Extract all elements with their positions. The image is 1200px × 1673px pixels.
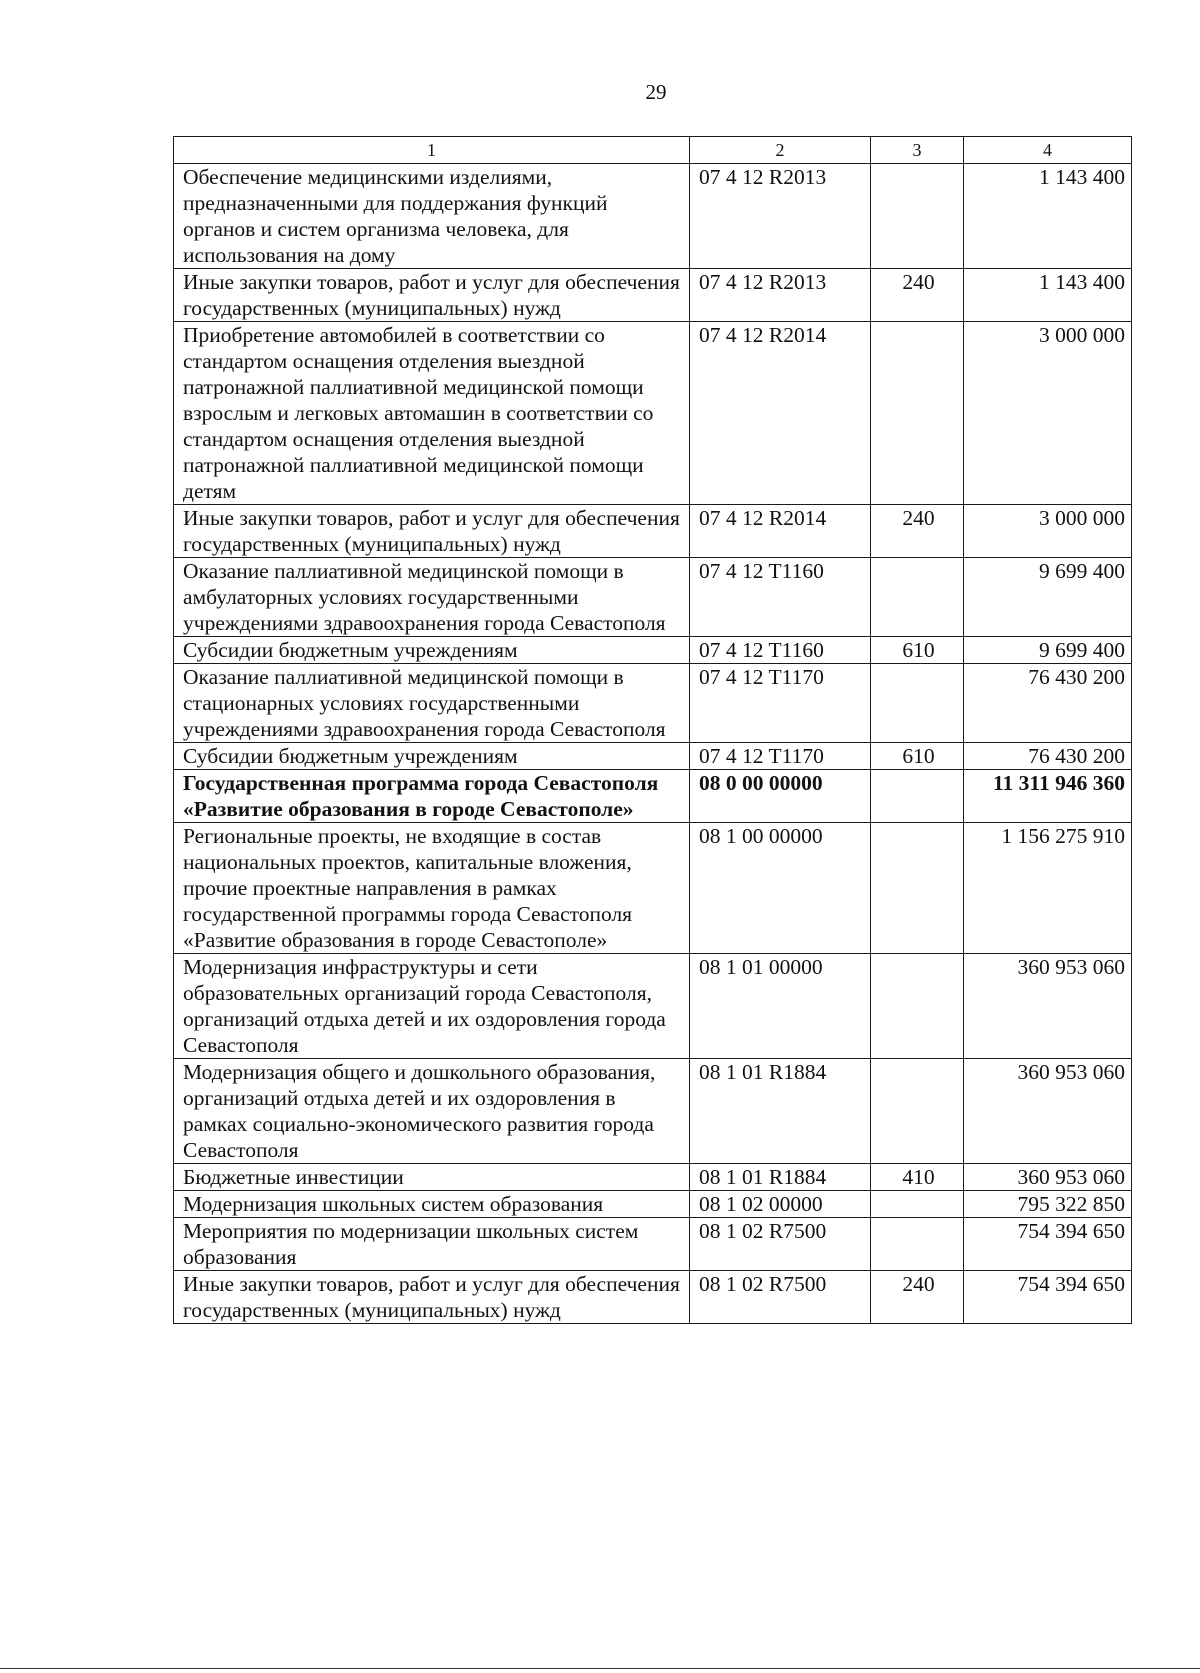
budget-table bbox=[173, 136, 1132, 1324]
header-cell-amount: 4 bbox=[964, 137, 1132, 164]
table-row bbox=[174, 1164, 1132, 1191]
cell-name: Мероприятия по модернизации школьных систем образования bbox=[174, 1218, 690, 1271]
cell-code: 07 4 12 T1160 bbox=[690, 637, 871, 664]
cell-amount: 76 430 200 bbox=[964, 664, 1132, 743]
cell-kvr bbox=[871, 164, 964, 269]
cell-name: Региональные проекты, не входящие в состав национальных проектов, капитальные вложения, прочие проектные направления в рамках государственной программы города Севастополя «Развитие образования в городе Севастополе» bbox=[174, 823, 690, 954]
cell-name: Государственная программа города Севастополя «Развитие образования в городе Севастополе» bbox=[174, 770, 690, 823]
header-cell-code: 2 bbox=[690, 137, 871, 164]
cell-amount: 3 000 000 bbox=[964, 505, 1132, 558]
cell-name: Модернизация инфраструктуры и сети образовательных организаций города Севастополя, организаций отдыха детей и их оздоровления города Севастополя bbox=[174, 954, 690, 1059]
cell-amount: 11 311 946 360 bbox=[964, 770, 1132, 823]
table-row bbox=[174, 1191, 1132, 1218]
cell-code: 07 4 12 T1170 bbox=[690, 743, 871, 770]
cell-kvr: 410 bbox=[871, 1164, 964, 1191]
cell-name: Приобретение автомобилей в соответствии со стандартом оснащения отделения выездной патронажной паллиативной медицинской помощи взрослым и легковых автомашин в соответствии со стандартом оснащения отделения выездной патронажной паллиативной медицинской помощи детям bbox=[174, 322, 690, 505]
table-row bbox=[174, 1059, 1132, 1164]
cell-amount: 754 394 650 bbox=[964, 1271, 1132, 1324]
cell-amount: 1 143 400 bbox=[964, 269, 1132, 322]
cell-name: Оказание паллиативной медицинской помощи в стационарных условиях государственными учреждениями здравоохранения города Севастополя bbox=[174, 664, 690, 743]
cell-code: 07 4 12 R2014 bbox=[690, 505, 871, 558]
table-row bbox=[174, 164, 1132, 269]
cell-kvr bbox=[871, 664, 964, 743]
cell-name: Модернизация общего и дошкольного образования, организаций отдыха детей и их оздоровления в рамках социально-экономического развития города Севастополя bbox=[174, 1059, 690, 1164]
cell-kvr bbox=[871, 770, 964, 823]
cell-amount: 360 953 060 bbox=[964, 954, 1132, 1059]
table-row bbox=[174, 664, 1132, 743]
cell-kvr: 240 bbox=[871, 505, 964, 558]
cell-code: 07 4 12 R2014 bbox=[690, 322, 871, 505]
cell-kvr bbox=[871, 954, 964, 1059]
table-row bbox=[174, 1271, 1132, 1324]
cell-code: 07 4 12 R2013 bbox=[690, 164, 871, 269]
header-cell-name: 1 bbox=[174, 137, 690, 164]
cell-name: Субсидии бюджетным учреждениям bbox=[174, 637, 690, 664]
header-row bbox=[174, 137, 1132, 164]
table-row bbox=[174, 823, 1132, 954]
table-row bbox=[174, 743, 1132, 770]
cell-code: 08 1 01 R1884 bbox=[690, 1059, 871, 1164]
cell-name: Оказание паллиативной медицинской помощи в амбулаторных условиях государственными учреждениями здравоохранения города Севастополя bbox=[174, 558, 690, 637]
table-row bbox=[174, 954, 1132, 1059]
cell-amount: 9 699 400 bbox=[964, 637, 1132, 664]
cell-kvr: 610 bbox=[871, 637, 964, 664]
cell-kvr: 610 bbox=[871, 743, 964, 770]
cell-kvr bbox=[871, 322, 964, 505]
cell-name: Субсидии бюджетным учреждениям bbox=[174, 743, 690, 770]
cell-amount: 360 953 060 bbox=[964, 1164, 1132, 1191]
page-number: 29 bbox=[645, 80, 667, 104]
cell-code: 08 1 02 R7500 bbox=[690, 1218, 871, 1271]
cell-name: Обеспечение медицинскими изделиями, предназначенными для поддержания функций органов и систем организма человека, для использования на дому bbox=[174, 164, 690, 269]
table-row bbox=[174, 269, 1132, 322]
table-row bbox=[174, 770, 1132, 823]
table-row bbox=[174, 558, 1132, 637]
cell-kvr bbox=[871, 1191, 964, 1218]
cell-amount: 9 699 400 bbox=[964, 558, 1132, 637]
cell-amount: 1 143 400 bbox=[964, 164, 1132, 269]
cell-name: Модернизация школьных систем образования bbox=[174, 1191, 690, 1218]
cell-amount: 795 322 850 bbox=[964, 1191, 1132, 1218]
cell-code: 08 1 01 00000 bbox=[690, 954, 871, 1059]
cell-code: 07 4 12 R2013 bbox=[690, 269, 871, 322]
cell-amount: 754 394 650 bbox=[964, 1218, 1132, 1271]
header-cell-kvr: 3 bbox=[871, 137, 964, 164]
cell-code: 07 4 12 T1170 bbox=[690, 664, 871, 743]
cell-code: 07 4 12 T1160 bbox=[690, 558, 871, 637]
cell-code: 08 1 01 R1884 bbox=[690, 1164, 871, 1191]
table-row bbox=[174, 637, 1132, 664]
cell-code: 08 1 02 00000 bbox=[690, 1191, 871, 1218]
cell-code: 08 1 00 00000 bbox=[690, 823, 871, 954]
table-body bbox=[174, 164, 1132, 1324]
cell-code: 08 1 02 R7500 bbox=[690, 1271, 871, 1324]
table-row bbox=[174, 1218, 1132, 1271]
cell-amount: 76 430 200 bbox=[964, 743, 1132, 770]
cell-kvr bbox=[871, 1218, 964, 1271]
cell-amount: 1 156 275 910 bbox=[964, 823, 1132, 954]
cell-name: Иные закупки товаров, работ и услуг для обеспечения государственных (муниципальных) нужд bbox=[174, 1271, 690, 1324]
cell-kvr bbox=[871, 1059, 964, 1164]
cell-kvr bbox=[871, 823, 964, 954]
table-row bbox=[174, 322, 1132, 505]
cell-name: Иные закупки товаров, работ и услуг для обеспечения государственных (муниципальных) нужд bbox=[174, 269, 690, 322]
cell-kvr: 240 bbox=[871, 1271, 964, 1324]
cell-kvr: 240 bbox=[871, 269, 964, 322]
cell-amount: 3 000 000 bbox=[964, 322, 1132, 505]
page-edge-line bbox=[0, 1668, 1200, 1673]
cell-amount: 360 953 060 bbox=[964, 1059, 1132, 1164]
cell-kvr bbox=[871, 558, 964, 637]
cell-name: Бюджетные инвестиции bbox=[174, 1164, 690, 1191]
cell-name: Иные закупки товаров, работ и услуг для обеспечения государственных (муниципальных) нужд bbox=[174, 505, 690, 558]
table-row bbox=[174, 505, 1132, 558]
cell-code: 08 0 00 00000 bbox=[690, 770, 871, 823]
